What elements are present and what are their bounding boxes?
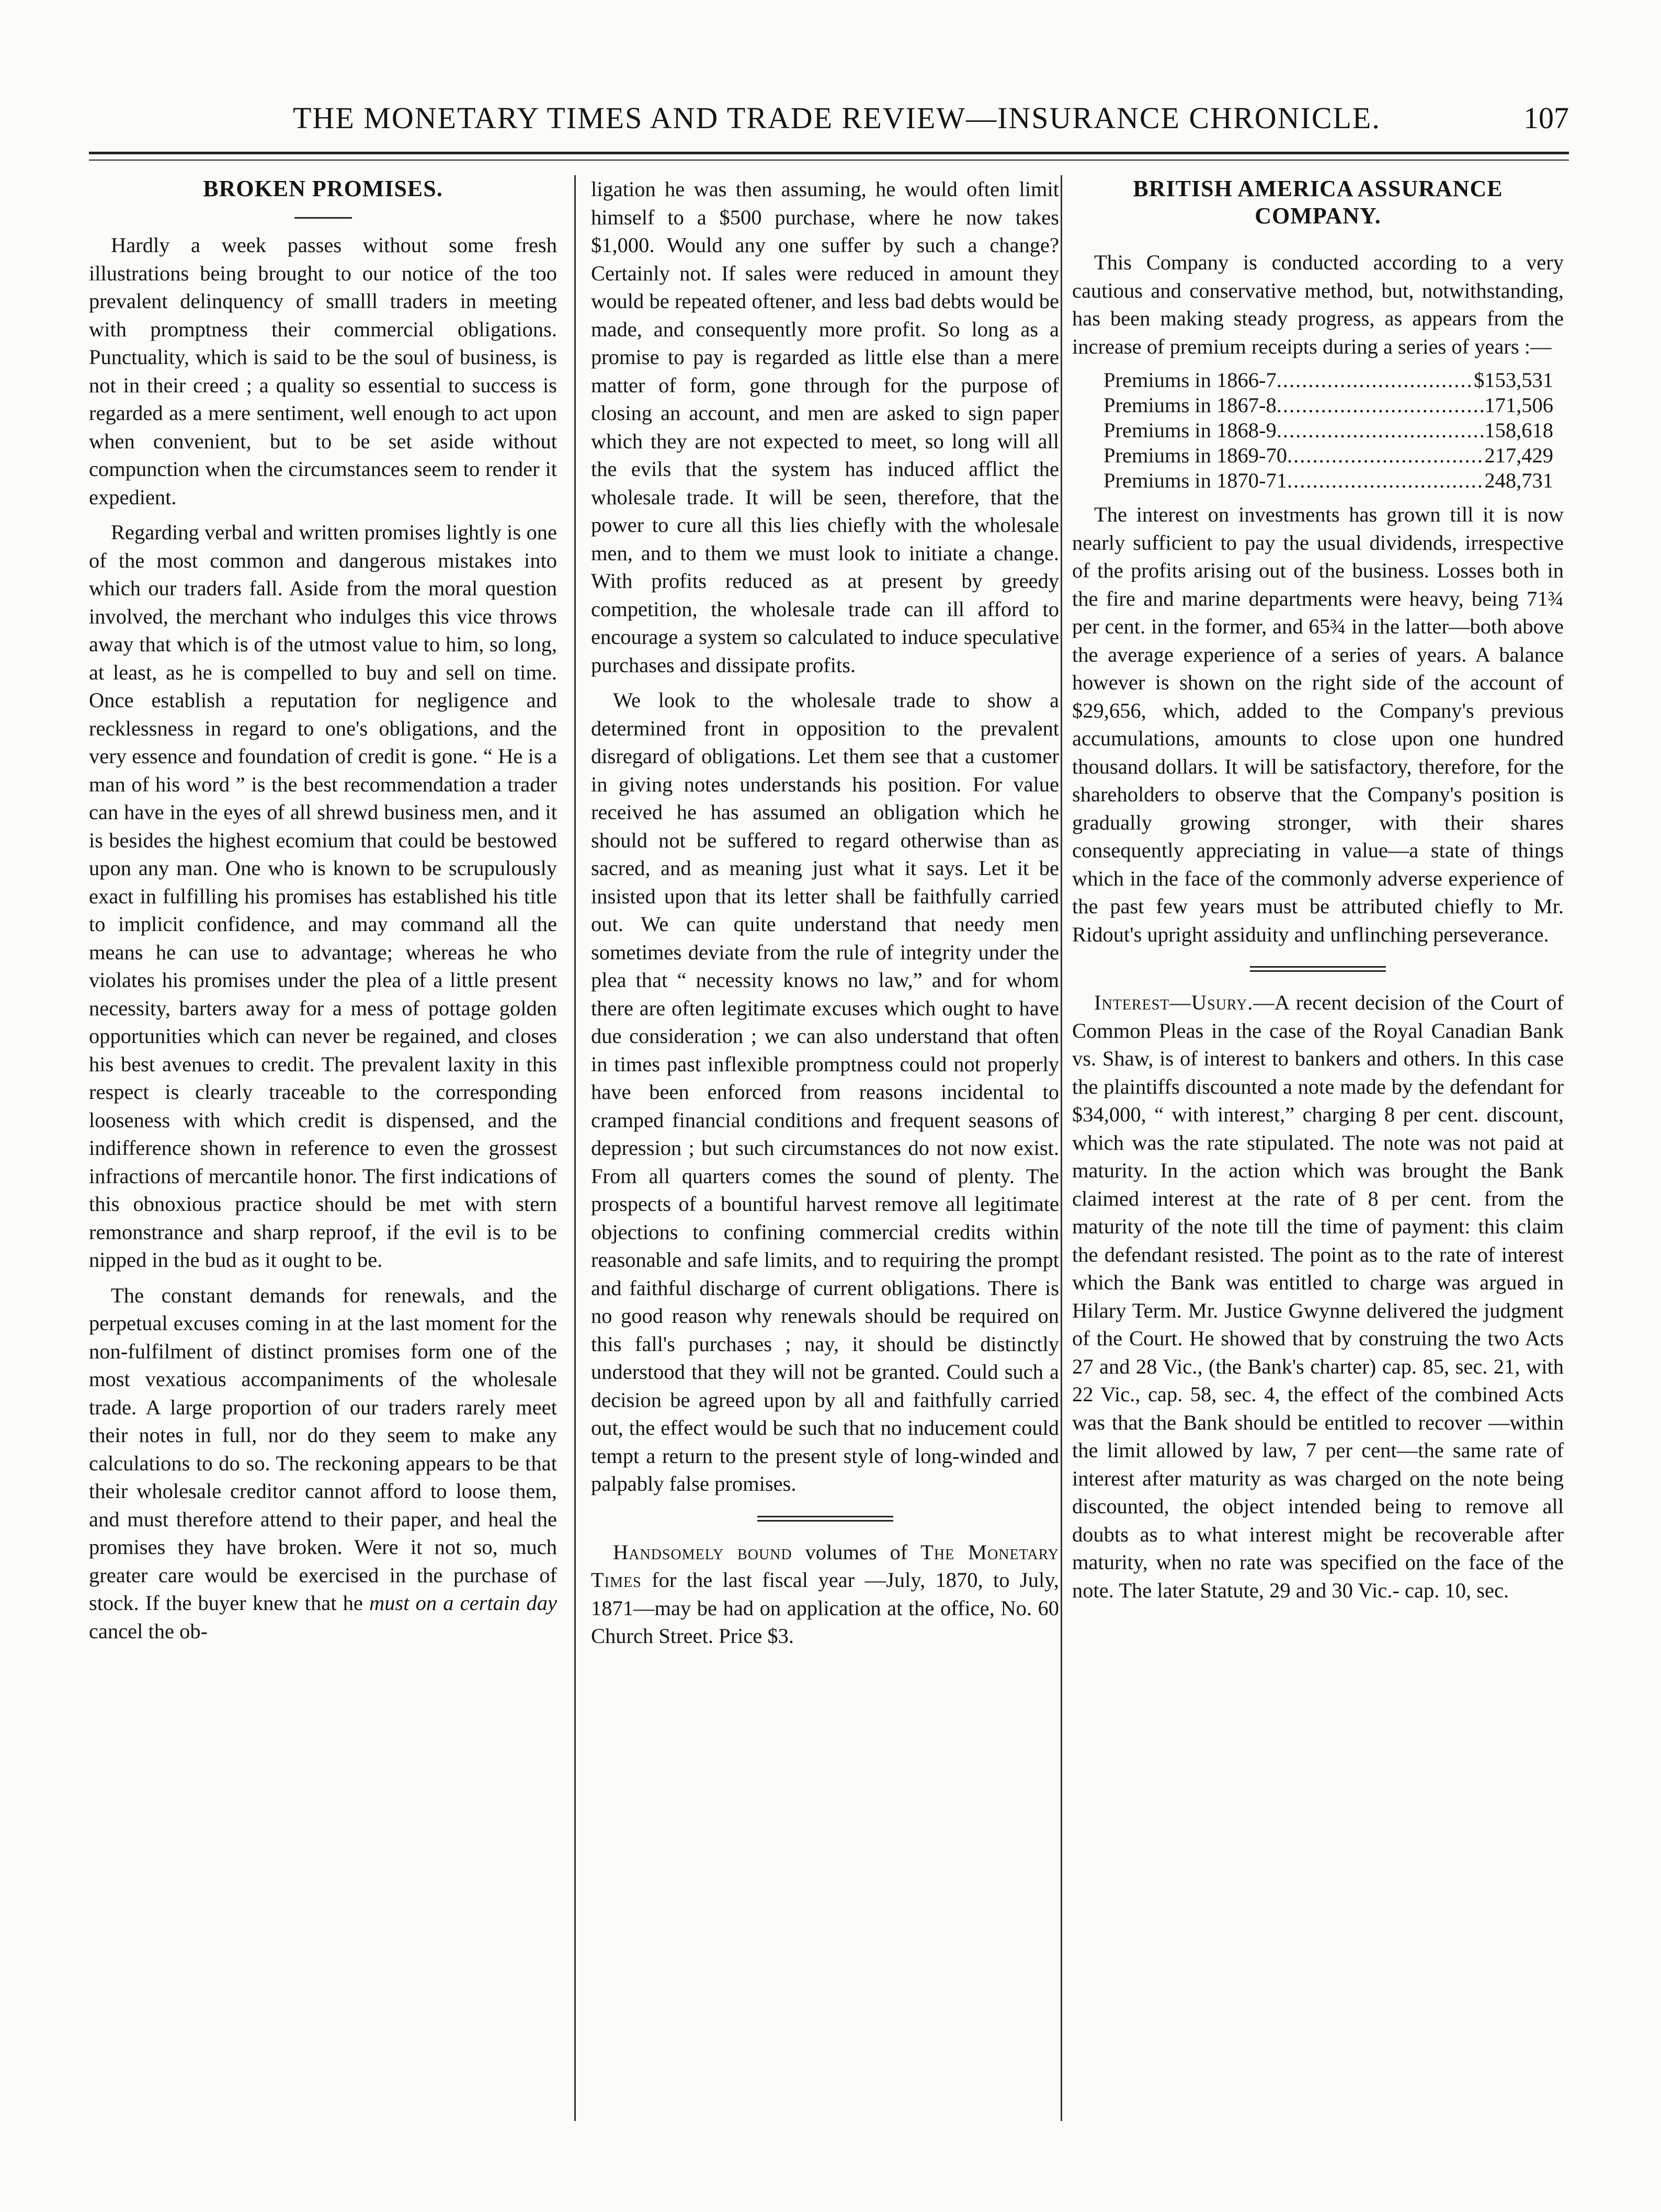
column-3: [1072, 175, 1564, 2121]
premium-value: 248,731: [1484, 469, 1553, 492]
premium-label: Premiums in 1867-8: [1103, 393, 1277, 417]
premium-value: 158,618: [1484, 418, 1553, 442]
paragraph: This Company is conducted according to a very cautious and conservative method, but, notwithstanding, has been making steady progress, as appears from the increase of premium receipts during a series of years :—: [1072, 251, 1564, 358]
paragraph: ligation he was then assuming, he would often limit himself to a $500 purchase, where he now takes $1,000. Would any one suffer by such a change? Certainly not. If sales were reduced in amount they would be repeated oftener, and less bad debts would be made, and consequently more profit. So long as a promise to pay is regarded as little else than a mere matter of form, gone through for the purpose of closing an account, and men are asked to sign paper which they are not expected to meet, so long will all the evils that the system has induced afflict the wholesale trade. It will be seen, therefore, that the power to cure all this lies chiefly with the wholesale men, and to them we must look to initiate a change. With profits reduced as at present by greedy competition, the wholesale trade can ill afford to encourage a system so calculated to induce speculative purchases and dissipate profits.: [591, 177, 1059, 677]
page-number: 107: [1523, 101, 1569, 135]
column-2: [591, 175, 1059, 2121]
paragraph: [1072, 989, 1564, 1604]
premium-row: [1103, 393, 1553, 418]
column-1: [89, 175, 557, 2121]
premium-label: Premiums in 1868-9: [1103, 418, 1277, 442]
header-rule: [89, 152, 1569, 154]
premium-label: Premiums in 1866-7: [1103, 368, 1277, 392]
paragraph: Hardly a week passes without some fresh illustrations being brought to our notice of the too prevalent delinquency of smalll traders in meeting with promptness their commercial obligations. Punctuality, which is said to be the soul of business, is not in their creed ; a quality so essential to success is regarded as a mere sentiment, well enough to act upon when convenient, but to be set aside without compunction when the circumstances seem to render it expedient.: [89, 233, 557, 509]
notice-text: for the last fiscal year —July, 1870, to July, 1871—may be had on application at the office, No. 60 Church Street. Price $3.: [591, 1568, 1059, 1648]
premium-row: [1103, 368, 1553, 393]
paragraph-text: The constant demands for renewals, and the perpetual excuses coming in at the last moment for the non-fulfilment of distinct promises form one of the most vexatious accompaniments of the wholesale trade. A large proportion of our traders rarely meet their notes in full, nor do they seem to make any calculations to do so. The reckoning appears to be that their wholesale creditor cannot afford to loose them, and must therefore attend to their paper, and heal the promises they have broken. Were it not so, much greater care would be exercised in the purchase of stock. If the buyer knew that he: [89, 1283, 557, 1615]
premium-value: 171,506: [1484, 393, 1553, 417]
notice-paragraph: [591, 1538, 1059, 1650]
premium-label: Premiums in 1869-70: [1103, 444, 1287, 467]
column-divider: [574, 175, 576, 2121]
paragraph: Regarding verbal and written promises lightly is one of the most common and dangerous mistakes into which our traders fall. Aside from the moral question involved, the merchant who indulges this vice throws away that which is of the utmost value to him, so long, at least, as he is compelled to buy and sell on time. Once establish a reputation for negligence and recklessness in regard to one's obligations, and the very essence and foundation of credit is gone. “ He is a man of his word ” is the best recommendation a trader can have in the eyes of all shrewd business men, and it is besides the highest ecomium that could be bestowed upon any man. One who is known to be scrupulously exact in fulfilling his promises has established his title to implicit confidence, and may command all the means he can use to advantage; whereas he who violates his promises under the plea of a little present necessity, barters away for a mess of pottage golden opportunities which can never be regained, and closes his best avenues to credit. The prevalent laxity in this respect is clearly traceable to the corresponding looseness with which credit is dispensed, and the indifference shown in reference to even the grossest infractions of mercantile honor. The first indications of this obnoxious practice should be met with stern remonstrance and sharp reproof, if the evil is to be nipped in the bud as it ought to be.: [89, 520, 557, 1272]
article-title: BROKEN PROMISES.: [203, 176, 443, 201]
premium-row: [1103, 418, 1553, 443]
paragraph: We look to the wholesale trade to show a determined front in opposition to the prevalent disregard of obligations. Let them see that a customer in giving notes understands his position. For value received he has assumed an obligation which he should not be suffered to regard otherwise than as sacred, and as meaning just what it says. Let it be insisted upon that its letter shall be faithfully carried out. We can quite understand that needy men sometimes deviate from the rule of integrity under the plea that “ necessity knows no law,” and for whom there are often legitimate excuses which ought to have due consideration ; we can also understand that often in times past inflexible promptness could not properly have been enforced from reasons incidental to cramped financial conditions and frequent seasons of depression ; but such circumstances do not now exist. From all quarters comes the sound of plenty. The prospects of a bountiful harvest remove all legitimate objections to confining commercial credits within reasonable and safe limits, and to requiring the prompt and faithful discharge of current obligations. There is no good reason why renewals should be required on this fall's purchases ; nay, it should be distinctly understood that they will not be granted. Could such a decision be agreed upon by all and faithfully carried out, the effect would be such that no inducement could tempt a return to the present style of long-winded and palpably false promises.: [591, 688, 1059, 1495]
section-lead: Interest—Usury.: [1094, 991, 1254, 1014]
title-dash: [294, 217, 352, 219]
paragraph: [89, 1281, 557, 1646]
notice-lead: Handsomely bound: [613, 1540, 792, 1564]
premium-row: [1103, 468, 1553, 493]
premium-label: Premiums in 1870-71: [1103, 469, 1287, 492]
premium-row: [1103, 443, 1553, 468]
paragraph-text: —A recent decision of the Court of Common Pleas in the case of the Royal Canadian Bank vs. Shaw, is of interest to bankers and others. In this case the plaintiffs discounted a note made by the defendant for $34,000, “ with interest,” charging 8 per cent. discount, which was the rate stipulated. The note was not paid at maturity. In the action which was brought the Bank claimed interest at the rate of 8 per cent. from the maturity of the note till the time of payment: this claim the defendant resisted. The point as to the rate of interest which the Bank was entitled to charge was argued in Hilary Term. Mr. Justice Gwynne delivered the judgment of the Court. He showed that by construing the two Acts 27 and 28 Vic., (the Bank's charter) cap. 85, sec. 21, with 22 Vic., cap. 58, sec. 4, the effect of the combined Acts was that the Bank should be entitled to recover —within the limit allowed by law, 7 per cent—the same rate of interest after maturity as was charged on the note being discounted, the object intended being to remove all doubts as to what interest might be recoverable after maturity, when no rate was specified on the face of the note. The later Statute, 29 and 30 Vic.- cap. 10, sec.: [1072, 991, 1564, 1602]
premium-value: 217,429: [1484, 444, 1553, 467]
masthead: THE MONETARY TIMES AND TRADE REVIEW—INSURANCE CHRONICLE.: [293, 101, 1381, 135]
premium-value: $153,531: [1474, 368, 1553, 392]
italic-phrase: must on a certain day: [369, 1591, 557, 1615]
paper-name: The Monetary Times: [591, 1540, 1059, 1592]
header-rule-thin: [89, 160, 1569, 161]
section-separator: [757, 1516, 893, 1522]
page-header: [94, 89, 1569, 152]
notice-text: volumes of: [805, 1540, 908, 1564]
premium-table: [1103, 368, 1564, 493]
article-title: BRITISH AMERICA ASSURANCE COMPANY.: [1133, 176, 1503, 229]
column-divider: [1061, 175, 1062, 2121]
section-separator: [1250, 966, 1386, 972]
paragraph-text: cancel the ob-: [89, 1619, 208, 1643]
paragraph: The interest on investments has grown till it is now nearly sufficient to pay the usual dividends, irrespective of the profits arising out of the business. Losses both in the fire and marine departments were heavy, being 71¾ per cent. in the former, and 65¾ in the latter—both above the average experience of a series of years. A balance however is shown on the right side of the account of $29,656, which, added to the Company's previous accumulations, amounts to close upon one hundred thousand dollars. It will be satisfactory, therefore, for the shareholders to observe that the Company's position is gradually growing stronger, with their shares consequently appreciating in value—a state of things which in the face of the commonly adverse experience of the past few years must be attributed chiefly to Mr. Ridout's upright assiduity and unflinching perseverance.: [1072, 503, 1564, 946]
